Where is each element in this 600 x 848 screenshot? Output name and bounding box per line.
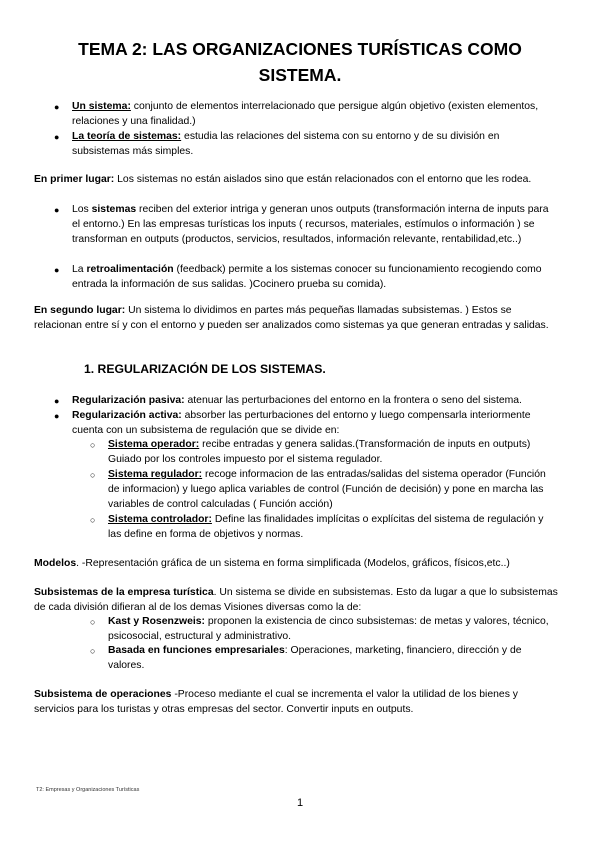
item-regularizacion-pasiva: Regularización pasiva: atenuar las perturbaciones del entorno en la frontera o seno del sistema. [72,395,522,406]
item-sistema-regulador: Sistema regulador: recoge informacion de las entradas/salidas del sistema operador (Función de informacion) y luego aplica variables de control (Función de decisión) y pone en marcha las variables de control calculadas ( Función acción) [108,469,546,511]
paragraph-primer-lugar: En primer lugar: Los sistemas no están aislados sino que están relacionados con el entorno que les rodea. [34,174,532,185]
circle-bullet-icon: ○ [90,470,96,480]
item-sistemas: Los sistemas reciben del exterior intriga y generan unos outputs (transformación interna de inputs para el entorno.) En las empresas turísticas los inputs ( recursos, materiales, estímulos o información ) se transforman en outputs (productos, servicios, resultados, información relevante, rentabilidad,etc..) [72,204,549,246]
document-title: TEMA 2: LAS ORGANIZACIONES TURÍSTICAS COMO SISTEMA. [78,39,522,85]
item-retroalimentacion: La retroalimentación (feedback) permite a los sistemas conocer su funcionamiento recogiendo como entrada la información de sus salidas. )Cocinero prueba su comida). [72,264,542,291]
item-sistema-controlador: Sistema controlador: Define las finalidades implícitas o explícitas del sistema de regulación y las define en forma de objetivos y normas. [108,514,544,541]
bullet-icon: ● [54,205,60,215]
bullet-icon: ● [54,396,60,406]
item-regularizacion-activa: Regularización activa: absorber las perturbaciones del entorno y luego compensarla interiormente cuenta con un subsistema de regulación que se divide en: [72,410,531,437]
item-kast-rosenzweis: Kast y Rosenzweis: proponen la existencia de cinco subsistemas: de metas y valores, técnico, psicosocial, estructural y administrativo. [108,616,549,643]
page-footer: T2: Empresas y Organizaciones Turísticas [36,787,140,793]
bullet-icon: ● [54,102,60,112]
section-heading: 1. REGULARIZACIÓN DE LOS SISTEMAS. [84,362,326,376]
circle-bullet-icon: ○ [90,617,96,627]
bullet-icon: ● [54,132,60,142]
bullet-icon: ● [54,411,60,421]
definition-teoria: La teoría de sistemas: estudia las relaciones del sistema con su entorno y de su división en subsistemas más simples. [72,131,500,158]
page-number: 1 [296,797,304,809]
paragraph-operaciones: Subsistema de operaciones -Proceso mediante el cual se incrementa el valor la utilidad de los bienes y servicios para los turistas y otras empresas del sector. Convertir inputs en outputs. [34,689,518,716]
definition-sistema: Un sistema: conjunto de elementos interrelacionado que persigue algún objetivo (existen elementos, relaciones y una finalidad.) [72,101,539,128]
item-funciones-empresariales: Basada en funciones empresariales: Operaciones, marketing, financiero, dirección y de valores. [108,645,522,672]
item-sistema-operador: Sistema operador: recibe entradas y genera salidas.(Transformación de inputs en outputs) Guiado por los controles impuesto por el sistema regulador. [108,439,531,466]
paragraph-subsistemas: Subsistemas de la empresa turística. Un sistema se divide en subsistemas. Esto da lugar a que lo subsistemas de cada división difieran al de los demas Visiones diversas como la de: [34,587,558,614]
circle-bullet-icon: ○ [90,515,96,525]
circle-bullet-icon: ○ [90,440,96,450]
bullet-icon: ● [54,265,60,275]
paragraph-segundo-lugar: En segundo lugar: Un sistema lo dividimos en partes más pequeñas llamadas subsistemas. ) Estos se relacionan entre sí y con el entorno y pueden ser analizados como sistemas ya que generan entradas y salidas. [34,305,549,332]
paragraph-modelos: Modelos. -Representación gráfica de un sistema en forma simplificada (Modelos, gráficos, físicos,etc..) [34,558,510,569]
circle-bullet-icon: ○ [90,646,96,656]
